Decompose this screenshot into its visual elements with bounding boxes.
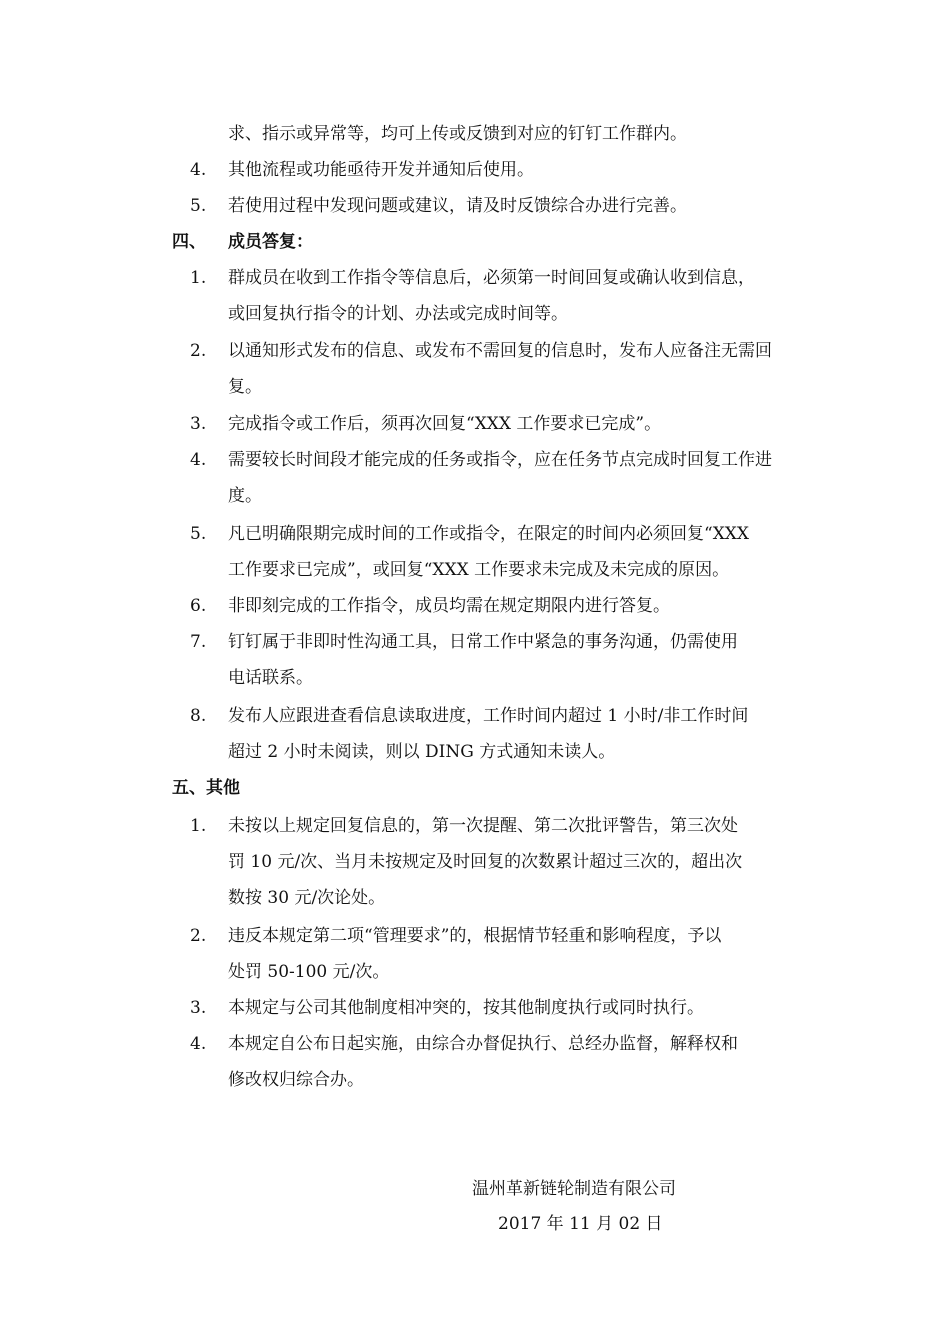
section-title: 成员答复： xyxy=(228,232,313,252)
item-number: 8. xyxy=(190,706,207,726)
list-item xyxy=(0,260,950,296)
item-text: 若使用过程中发现问题或建议，请及时反馈综合办进行完善。 xyxy=(228,196,687,216)
item-text: 未按以上规定回复信息的，第一次提醒、第二次批评警告，第三次处 xyxy=(228,816,738,836)
item-continuation xyxy=(0,296,950,332)
item-text: 非即刻完成的工作指令，成员均需在规定期限内进行答复。 xyxy=(228,596,670,616)
item-text: 罚 10 元/次、当月未按规定及时回复的次数累计超过三次的，超出次 xyxy=(228,852,743,872)
list-item xyxy=(0,698,950,734)
text-line xyxy=(0,116,950,152)
item-text: 复。 xyxy=(228,377,262,397)
list-item xyxy=(0,588,950,624)
list-item xyxy=(0,152,950,188)
item-text: 完成指令或工作后，须再次回复“XXX 工作要求已完成”。 xyxy=(228,414,662,434)
item-text: 其他流程或功能亟待开发并通知后使用。 xyxy=(228,160,534,180)
item-number: 3. xyxy=(190,414,207,434)
list-item xyxy=(0,918,950,954)
company-name: 温州革新链轮制造有限公司 xyxy=(472,1179,676,1199)
list-item xyxy=(0,188,950,224)
list-item xyxy=(0,406,950,442)
list-item xyxy=(0,808,950,844)
item-text: 超过 2 小时未阅读，则以 DING 方式通知未读人。 xyxy=(228,742,616,762)
paragraph-continuation: 求、指示或异常等，均可上传或反馈到对应的钉钉工作群内。 xyxy=(228,124,687,144)
item-number: 7. xyxy=(190,632,207,652)
item-number: 5. xyxy=(190,196,207,216)
item-text: 以通知形式发布的信息、或发布不需回复的信息时，发布人应备注无需回 xyxy=(228,341,772,361)
item-text: 本规定与公司其他制度相冲突的，按其他制度执行或同时执行。 xyxy=(228,998,704,1018)
item-number: 2. xyxy=(190,341,207,361)
item-text: 钉钉属于非即时性沟通工具，日常工作中紧急的事务沟通，仍需使用 xyxy=(228,632,738,652)
item-text: 或回复执行指令的计划、办法或完成时间等。 xyxy=(228,304,568,324)
item-number: 4. xyxy=(190,160,207,180)
item-number: 3. xyxy=(190,998,207,1018)
item-continuation xyxy=(0,844,950,880)
item-text: 本规定自公布日起实施，由综合办督促执行、总经办监督，解释权和 xyxy=(228,1034,738,1054)
section-heading xyxy=(0,770,950,806)
item-continuation xyxy=(0,954,950,990)
item-text: 群成员在收到工作指令等信息后，必须第一时间回复或确认收到信息， xyxy=(228,268,755,288)
item-text: 需要较长时间段才能完成的任务或指令，应在任务节点完成时回复工作进 xyxy=(228,450,772,470)
item-continuation xyxy=(0,880,950,916)
section-title: 五、其他 xyxy=(172,778,240,798)
item-text: 违反本规定第二项“管理要求”的，根据情节轻重和影响程度，予以 xyxy=(228,926,722,946)
item-text: 发布人应跟进查看信息读取进度，工作时间内超过 1 小时/非工作时间 xyxy=(228,706,749,726)
item-continuation xyxy=(0,660,950,696)
item-number: 4. xyxy=(190,450,207,470)
section-heading xyxy=(0,224,950,260)
item-number: 5. xyxy=(190,524,207,544)
list-item xyxy=(0,1026,950,1062)
item-text: 度。 xyxy=(228,486,262,506)
item-text: 电话联系。 xyxy=(228,668,313,688)
item-number: 6. xyxy=(190,596,207,616)
item-text: 工作要求已完成”，或回复“XXX 工作要求未完成及未完成的原因。 xyxy=(228,560,730,580)
item-continuation xyxy=(0,478,950,514)
item-number: 1. xyxy=(190,268,207,288)
list-item xyxy=(0,442,950,478)
document-date: 2017 年 11 月 02 日 xyxy=(498,1214,663,1234)
item-continuation xyxy=(0,369,950,405)
list-item xyxy=(0,516,950,552)
item-number: 1. xyxy=(190,816,207,836)
item-continuation xyxy=(0,734,950,770)
item-number: 4. xyxy=(190,1034,207,1054)
item-text: 处罚 50-100 元/次。 xyxy=(228,962,390,982)
item-continuation xyxy=(0,552,950,588)
section-number: 四、 xyxy=(172,232,206,252)
item-text: 凡已明确限期完成时间的工作或指令，在限定的时间内必须回复“XXX xyxy=(228,524,749,544)
item-continuation xyxy=(0,1062,950,1098)
item-text: 修改权归综合办。 xyxy=(228,1070,364,1090)
list-item xyxy=(0,990,950,1026)
list-item xyxy=(0,624,950,660)
item-number: 2. xyxy=(190,926,207,946)
list-item xyxy=(0,333,950,369)
item-text: 数按 30 元/次论处。 xyxy=(228,888,386,908)
